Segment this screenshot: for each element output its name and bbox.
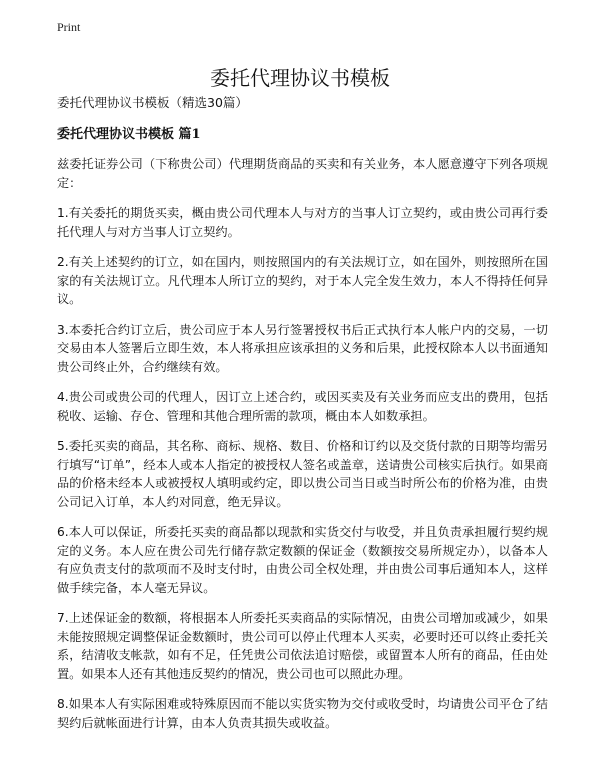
document-title: 委托代理协议书模板 [210,66,390,91]
paragraph-5: 5.委托买卖的商品，其名称、商标、规格、数目、价格和订约以及交货付款的日期等均需另行填写“订单”，经本人或本人指定的被授权人签名或盖章，送请贵公司核实后执行。如果商品的价格未经本人或被授权人填明或约定，即以贵公司当日或当时所公布的价格为准，由贵公司记入订单，本人约对同意，绝无异议。 [57,439,548,509]
document-subtitle: 委托代理协议书模板（精选30篇） [57,95,248,110]
print-label[interactable]: Print [57,20,81,34]
paragraph-4: 4.贵公司或贵公司的代理人，因订立上述合约，或因买卖及有关业务而应支出的费用，包括税收、运输、存仓、管理和其他合理所需的款项，概由本人如数承担。 [57,390,548,423]
document-body [57,155,548,744]
paragraph-2: 2.有关上述契约的订立，如在国内，则按照国内的有关法规订立，如在国外，则按照所在国家的有关法规订立。凡代理本人所订立的契约，对于本人完全发生效力，本人不得持任何异议。 [57,255,548,306]
paragraph-7: 7.上述保证金的数额，将根据本人所委托买卖商品的实际情况，由贵公司增加或减少，如果未能按照规定调整保证金数额时，贵公司可以停止代理本人买卖，必要时还可以终止委托关系，结清收支帐款，如有不足，任凭贵公司依法追讨赔偿，或留置本人所有的商品，任由处置。如果本人还有其他违反契约的情况，贵公司也可以照此办理。 [57,611,548,681]
paragraph-6: 6.本人可以保证，所委托买卖的商品都以现款和实货交付与收受，并且负责承担履行契约规定的义务。本人应在贵公司先行储存款定数额的保证金（数额按交易所规定办），以备本人有应负责支付的款项而不及时支付时，由贵公司全权处理，并由贵公司事后通知本人，这样做手续完备，本人毫无异议。 [57,525,548,595]
paragraph-3: 3.本委托合约订立后，贵公司应于本人另行签署授权书后正式执行本人帐户内的交易，一切交易由本人签署后立即生效，本人将承担应该承担的义务和后果，此授权除本人以书面通知贵公司终止外，合约继续有效。 [57,322,548,374]
paragraph-8: 8.如果本人有实际困难或特殊原因而不能以实货实物为交付或收受时，均请贵公司平仓了结契约后就帐面进行计算，由本人负责其损失或收益。 [57,697,548,730]
paragraph-1: 1.有关委托的期货买卖，概由贵公司代理本人与对方的当事人订立契约，或由贵公司再行委托代理人与对方当事人订立契约。 [57,206,548,239]
section-heading: 委托代理协议书模板 篇1 [57,127,201,142]
paragraph-intro: 兹委托证券公司（下称贵公司）代理期货商品的买卖和有关业务，本人愿意遵守下列各项规定： [57,157,548,190]
